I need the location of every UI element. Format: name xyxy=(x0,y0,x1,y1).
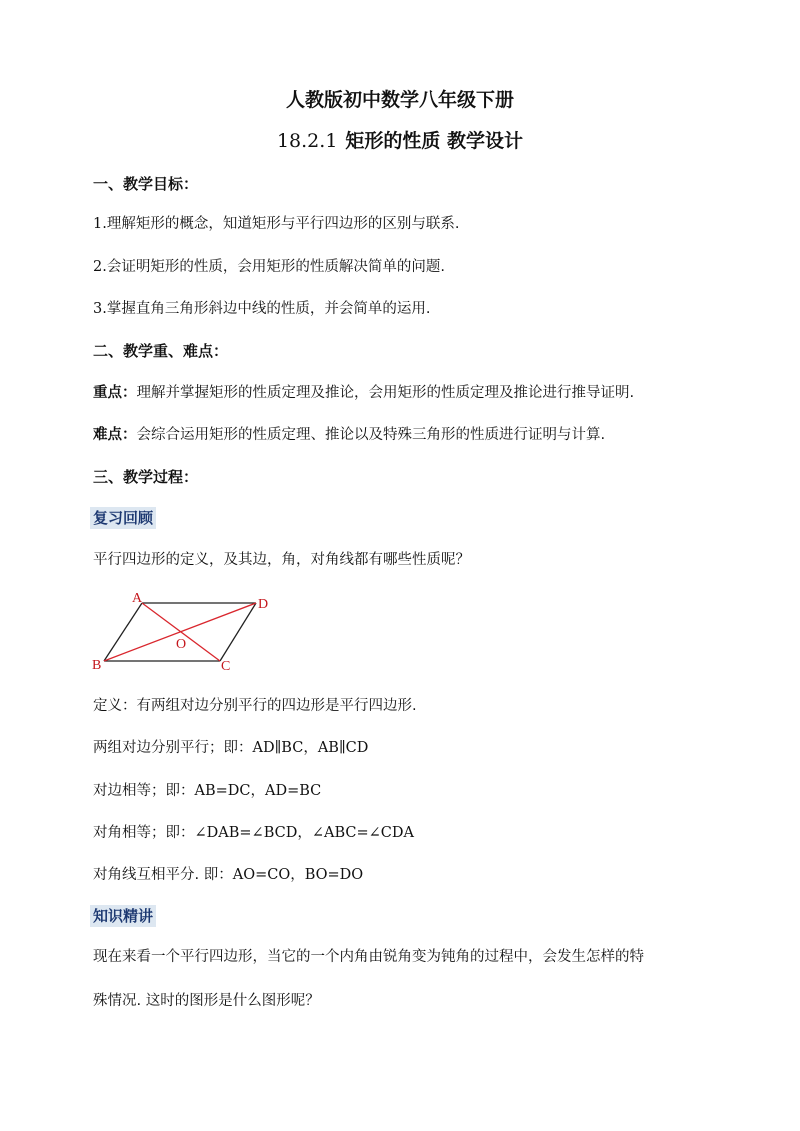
key-point-text: 理解并掌握矩形的性质定理及推论，会用矩形的性质定理及推论进行推导证明. xyxy=(136,385,635,401)
difficult-point-label: 难点： xyxy=(93,427,137,443)
lesson-title: 矩形的性质 教学设计 xyxy=(345,130,524,152)
property-math: ∠DAB=∠BCD，∠ABC=∠CDA xyxy=(194,825,414,841)
center-label-o: O xyxy=(176,637,187,652)
difficult-point xyxy=(93,425,605,445)
paragraph-line-1: 现在来看一个平行四边形，当它的一个内角由锐角变为钝角的过程中，会发生怎样的特 xyxy=(93,949,644,965)
vertex-label-c: C xyxy=(221,659,231,674)
section-heading-key-points: 二、教学重、难点： xyxy=(93,342,229,360)
knowledge-box: 知识精讲 xyxy=(90,905,156,927)
property-label: 对角相等；即： xyxy=(93,825,195,841)
diagonal-bd xyxy=(104,603,256,661)
property-label: 对边相等；即： xyxy=(93,783,195,799)
objective-item-2 xyxy=(93,257,445,277)
key-point xyxy=(93,383,634,403)
difficult-point-text: 会综合运用矩形的性质定理、推论以及特殊三角形的性质进行证明与计算. xyxy=(136,427,606,443)
property-label: 对角线互相平分. 即： xyxy=(93,867,233,883)
document-title: 人教版初中数学八年级下册 xyxy=(285,89,514,111)
property-math: AO=CO，BO=DO xyxy=(232,867,364,883)
document-subtitle xyxy=(0,129,800,153)
property-equal-sides xyxy=(93,781,321,801)
vertex-label-a: A xyxy=(132,591,143,606)
objective-item-1 xyxy=(93,214,459,234)
section-heading-objectives: 一、教学目标： xyxy=(93,175,199,193)
objective-text: 理解矩形的概念，知道矩形与平行四边形的区别与联系. xyxy=(106,216,460,232)
objective-number: 3. xyxy=(93,301,107,317)
paragraph-line-2: 殊情况. 这时的图形是什么图形呢？ xyxy=(93,993,320,1009)
edge-dc xyxy=(220,603,256,661)
property-equal-angles xyxy=(93,823,414,843)
review-box: 复习回顾 xyxy=(90,507,156,529)
property-math: AD∥BC，AB∥CD xyxy=(252,740,369,756)
property-bisecting-diagonals xyxy=(93,865,363,885)
parallelogram-figure xyxy=(88,590,278,676)
objective-number: 1. xyxy=(93,216,107,232)
edge-ab xyxy=(104,603,142,661)
property-label: 两组对边分别平行；即： xyxy=(93,740,253,756)
objective-item-3 xyxy=(93,299,430,319)
review-question: 平行四边形的定义，及其边，角，对角线都有哪些性质呢？ xyxy=(93,552,470,568)
vertex-label-d: D xyxy=(258,597,269,612)
property-parallel-sides xyxy=(93,738,368,758)
lesson-number: 18.2.1 xyxy=(276,130,338,152)
parallelogram-definition: 定义：有两组对边分别平行的四边形是平行四边形. xyxy=(93,698,417,714)
objective-text: 会证明矩形的性质，会用矩形的性质解决简单的问题. xyxy=(106,259,445,275)
key-point-label: 重点： xyxy=(93,385,137,401)
objective-number: 2. xyxy=(93,259,107,275)
objective-text: 掌握直角三角形斜边中线的性质，并会简单的运用. xyxy=(106,301,431,317)
property-math: AB=DC，AD=BC xyxy=(194,783,322,799)
section-heading-process: 三、教学过程： xyxy=(93,468,199,486)
vertex-label-b: B xyxy=(92,658,102,673)
